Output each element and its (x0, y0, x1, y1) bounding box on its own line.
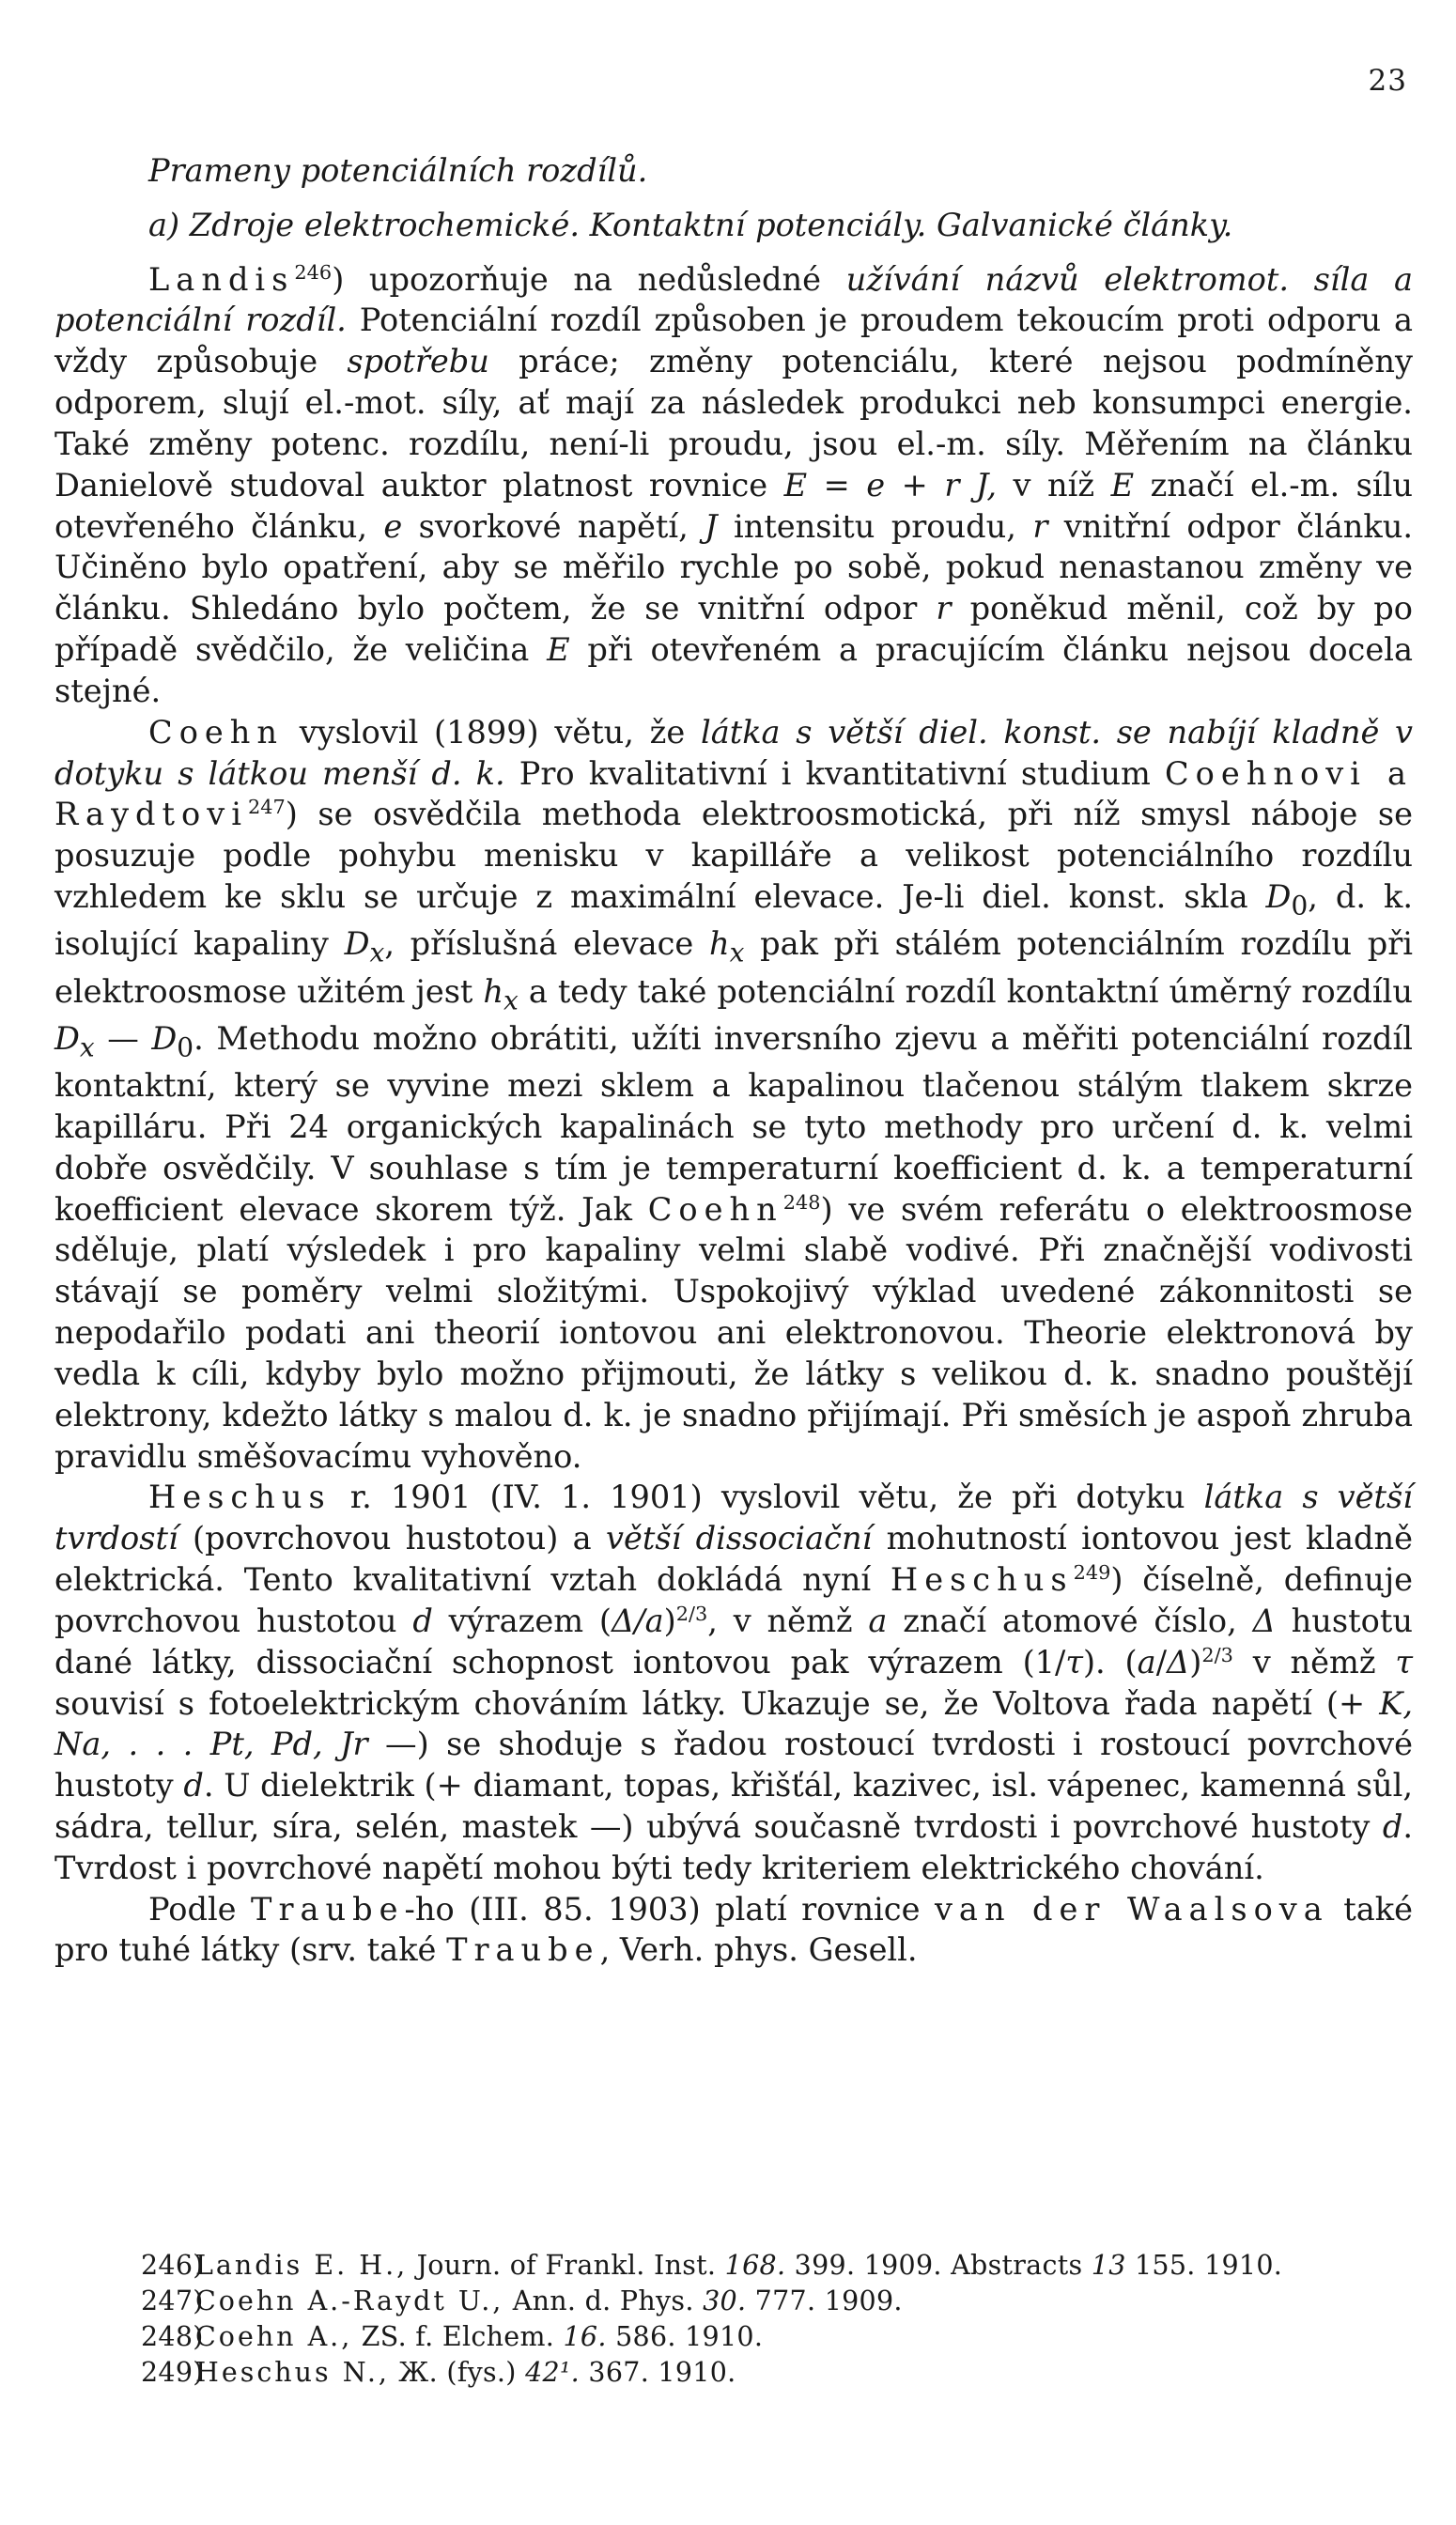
author-name: Traube (446, 1931, 600, 1969)
author-name: van der Waalsova (934, 1890, 1329, 1928)
paragraph-landis: Landis$^{246}$) upozorňuje na nedůsledné užívání názvů elektromot. síla a potenciální rozdíl. Potenciální rozdíl způsoben je proudem tekoucím proti odporu a vždy způsobuje spotřebu práce; změny potenciálu, které nejsou podmíněny odporem, slují el.-mot. síly, ať mají za následek produkci neb konsumpci energie. Také změny potenc. rozdílu, není-li proudu, jsou el.-m. síly. Měřením na článku Danielově studoval auktor platnost rovnice E = e + r J, v níž E značí el.-m. sílu otevřeného článku, e svorkové napětí, J intensitu proudu, r vnitřní odpor článku. Učiněno bylo opatření, aby se měřilo rychle po sobě, pokud nenastanou změny ve článku. Shledáno bylo počtem, že se vnitřní odpor r poněkud měnil, což by po případě svědčilo, že veličina E při otevřeném a pracujícím článku nejsou docela stejné. (54, 260, 1414, 709)
footnote-ref: 249 (1073, 1560, 1111, 1584)
footnote: 246)Landis E. H., Journ. of Frankl. Inst. 168. 399. 1909. Abstracts 13 155. 1910. (141, 2250, 1283, 2281)
section-heading: Prameny potenciálních rozdílů. (148, 152, 648, 189)
footnote: 249)Heschus N., Ж. (fys.) 42¹. 367. 1910. (141, 2356, 736, 2388)
subsection-heading: a) Zdroje elektrochemické. Kontaktní potenciály. Galvanické články. (148, 206, 1233, 243)
footnote-ref: 246 (294, 260, 333, 284)
paragraph-heschus: Heschus r. 1901 (IV. 1. 1901) vyslovil větu, že při dotyku látka s větší tvrdostí (povrchovou hustotou) a větší dissociační mohutností iontovou jest kladně elektrická. Tento kvalitativní vztah dokládá nyní Heschus$^{249}$) číselně, definuje povrchovou hustotou d výrazem $(\Delta/a)^{2/3}$, v němž a značí atomové číslo, Δ hustotu dané látky, dissociační schopnost iontovou pak výrazem (1/τ). $(a/\Delta)^{2/3}$ v němž τ souvisí s fotoelektrickým chováním látky. Ukazuje se, že Voltova řada napětí (+ K, Na, . . . Pt, Pd, Jr —) se shoduje s řadou rostoucí tvrdosti i rostoucí povrchové hustoty d. U dielektrik (+ diamant, topas, křišťál, kazivec, isl. vápenec, kamenná sůl, sádra, tellur, síra, selén, mastek —) ubývá současně tvrdosti i povrchové hustoty d. Tvrdost i povrchové napětí mohou býti tedy kriteriem elektrického chování. (54, 1479, 1413, 1886)
paragraph-coehn: Coehn vyslovil (1899) větu, že látka s větší diel. konst. se nabíjí kladně v dotyku s látkou menší d. k. Pro kvalitativní i kvantitativní studium Coehnovi a Raydtovi$^{247}$) se osvědčila methoda elektroosmotická, při níž smysl náboje se posuzuje podle pohybu menisku v kapilláře a velikost potenciálního rozdílu vzhledem ke sklu se určuje z maximální elevace. Je-li diel. konst. skla $D_0$, d. k. isolující kapaliny $D_x$, příslušná elevace $h_x$ pak při stálém potenciálním rozdílu při elektroosmose užitém jest $h_x$ a tedy také potenciální rozdíl kontaktní úměrný rozdílu $D_x$ — $D_0$. Methodu možno obrátiti, užíti inversního zjevu a měřiti potenciální rozdíl kontaktní, který se vyvine mezi sklem a kapalinou tlačenou stálým tlakem skrze kapilláru. Při 24 organických kapalinách se tyto methody pro určení d. k. velmi dobře osvědčily. V souhlase s tím je temperaturní koefficient d. k. a temperaturní koefficient elevace skorem týž. Jak Coehn$^{248}$) ve svém referátu o elektroosmose sděluje, platí výsledek i pro kapaliny velmi slabě vodivé. Při značnější vodivosti stávají se poměry velmi složitými. Uspokojivý výklad uvedené zákonnitosti se nepodařilo podati ani theorií iontovou ani elektronovou. Theorie elektronová by vedla k cíli, kdyby bylo možno přijmouti, že látky s velikou d. k. snadno pouštějí elektrony, kdežto látky s malou d. k. je snadno přijímají. Při směsích je aspoň zhruba pravidlu směšovacímu vyhověno. (54, 713, 1414, 1475)
author-name: Heschus (148, 1479, 332, 1516)
footnote: 247)Coehn A.-Raydt U., Ann. d. Phys. 30. 777. 1909. (141, 2285, 903, 2316)
footnote: 248)Coehn A., ZS. f. Elchem. 16. 586. 1910. (141, 2320, 764, 2352)
author-name: Coehn (647, 1190, 783, 1228)
footnotes (141, 2248, 1413, 2391)
footnote-ref: 248 (782, 1190, 821, 1214)
author-name: Landis (148, 260, 295, 298)
equation: E = e + r J, (783, 466, 998, 503)
page-number: 23 (1368, 64, 1407, 98)
author-name: Coehn (148, 713, 285, 751)
article-body (54, 150, 1413, 1971)
footnote-ref: 247 (247, 796, 286, 819)
author-name: Traube (251, 1890, 405, 1928)
author-name: Heschus (890, 1561, 1074, 1599)
paragraph-traube: Podle Traube-ho (III. 85. 1903) platí rovnice van der Waalsova také pro tuhé látky (srv. také Traube, Verh. phys. Gesell. (54, 1890, 1414, 1969)
author-name: Coehnovi a Raydtovi (54, 754, 1414, 833)
